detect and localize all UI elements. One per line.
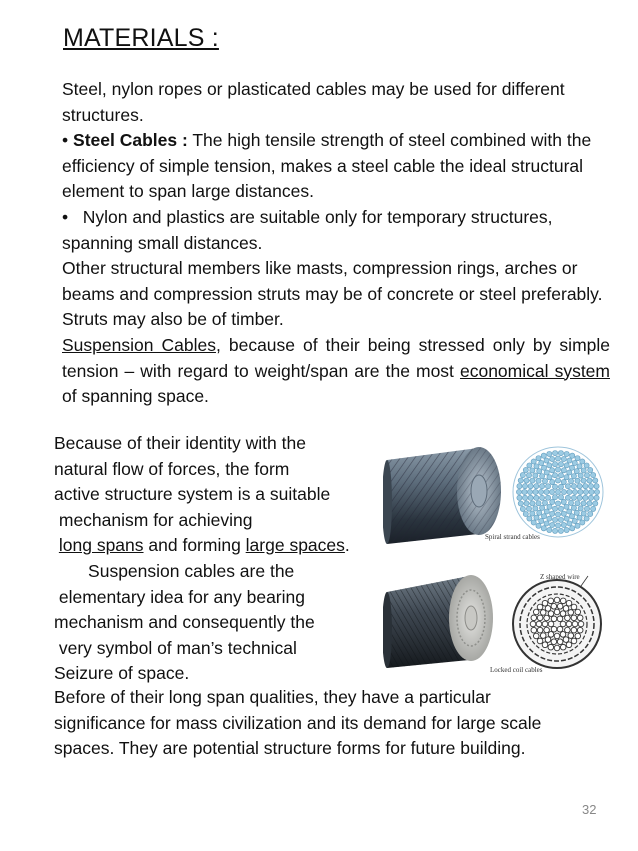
wire-strand — [555, 501, 560, 506]
wire-strand — [539, 505, 544, 510]
left-line-text: and forming — [143, 535, 246, 556]
wire-strand — [537, 510, 542, 515]
wire-strand — [533, 506, 538, 511]
wire-strand — [527, 463, 532, 468]
wire-strand — [584, 463, 589, 468]
wire-strand — [584, 506, 589, 511]
wire-strand — [581, 511, 586, 516]
wire-strand — [542, 500, 547, 505]
wire-strand — [541, 526, 546, 531]
wire-strand — [572, 460, 577, 465]
wire-strand — [534, 484, 539, 489]
wire-strand — [536, 456, 541, 461]
wire-strand — [548, 611, 554, 617]
wire-strand — [583, 495, 588, 500]
wire-strand — [560, 598, 566, 604]
wire-strand — [541, 465, 546, 470]
wire-strand — [577, 495, 582, 500]
wire-strand — [564, 475, 569, 480]
wire-strand — [594, 495, 599, 500]
wire-strand — [547, 516, 552, 521]
wire-strand — [575, 609, 581, 615]
large-spaces-link[interactable]: large spaces — [245, 535, 345, 556]
steel-cables-text: The high tensile strength of steel combined with the efficiency of simple tension, makes a steel cable the ideal structural element to span large distances. — [62, 130, 592, 202]
bullet-marker: • — [62, 130, 69, 151]
suspension-cables-link[interactable]: Suspension Cables — [62, 334, 216, 355]
wire-strand — [564, 516, 569, 521]
wire-strand — [555, 489, 560, 494]
wire-strand — [539, 495, 544, 500]
wire-strand — [527, 489, 532, 494]
wire-strand — [574, 510, 579, 515]
wire-strand — [518, 501, 523, 506]
wire-strand — [551, 616, 557, 622]
wire-strand — [547, 527, 552, 532]
wire-strand — [537, 638, 543, 644]
wire-strand — [534, 464, 539, 469]
wire-strand — [581, 478, 586, 483]
wire-strand — [561, 489, 566, 494]
wire-strand — [578, 473, 583, 478]
wire-strand — [551, 639, 557, 645]
wire-strand — [563, 637, 569, 643]
wire-strand — [566, 600, 572, 606]
wire-strand — [542, 642, 548, 648]
wire-strand — [530, 468, 535, 473]
wire-strand — [564, 504, 569, 509]
wire-strand — [533, 609, 539, 615]
wire-strand — [549, 489, 554, 494]
wire-strand — [572, 518, 577, 523]
wire-strand — [550, 479, 555, 484]
wire-strand — [569, 514, 574, 519]
wire-strand — [565, 627, 571, 633]
wire-strand — [544, 521, 549, 526]
wire-strand — [552, 484, 557, 489]
wire-strand — [575, 501, 580, 506]
wire-strand — [589, 489, 594, 494]
wire-strand — [547, 463, 552, 468]
wire-strand — [581, 468, 586, 473]
wire-strand — [570, 453, 575, 458]
wire-strand — [545, 637, 551, 643]
wire-strand — [530, 478, 535, 483]
wire-strand — [578, 621, 584, 627]
wire-strand — [540, 633, 546, 639]
wire-strand — [561, 499, 566, 504]
wire-strand — [560, 621, 566, 627]
wire-strand — [544, 470, 549, 475]
wire-strand — [526, 506, 531, 511]
left-line: mechanism and consequently the — [54, 612, 315, 633]
wire-strand — [580, 459, 585, 464]
wire-strand — [531, 459, 536, 464]
wire-strand — [565, 495, 570, 500]
wire-strand — [544, 489, 549, 494]
wire-strand — [528, 484, 533, 489]
wire-strand — [550, 456, 555, 461]
wire-strand — [548, 621, 554, 627]
closing-line: significance for mass civilization and its demand for large scale — [54, 712, 542, 733]
wire-strand — [548, 632, 554, 638]
wire-strand — [561, 511, 566, 516]
wire-strand — [542, 478, 547, 483]
wire-strand — [537, 627, 543, 633]
wire-strand — [531, 615, 537, 621]
wire-strand — [555, 478, 560, 483]
wire-strand — [570, 526, 575, 531]
wire-strand — [520, 472, 525, 477]
wire-strand — [568, 500, 573, 505]
wire-strand — [580, 520, 585, 525]
page-number: 32 — [582, 802, 597, 817]
wire-strand — [572, 621, 578, 627]
wire-strand — [550, 522, 555, 527]
wire-strand — [530, 501, 535, 506]
wire-strand — [561, 522, 566, 527]
wire-strand — [544, 509, 549, 514]
wire-strand — [558, 506, 563, 511]
wire-strand — [557, 603, 563, 609]
wire-strand — [588, 511, 593, 516]
wire-strand — [571, 627, 577, 633]
left-line: Because of their identity with the — [54, 433, 306, 453]
wire-strand — [571, 638, 577, 644]
wire-strand — [522, 495, 527, 500]
wire-strand — [522, 489, 527, 494]
wire-strand — [577, 627, 583, 633]
bullet-nylon — [62, 205, 610, 256]
wire-strand — [554, 597, 560, 603]
intro-line: Steel, nylon ropes or plasticated cables may be used for different structures. — [62, 79, 565, 125]
wire-strand — [552, 495, 557, 500]
left-line-text: . — [344, 535, 350, 556]
wire-strand — [564, 527, 569, 532]
wire-strand — [561, 479, 566, 484]
wire-strand — [575, 478, 580, 483]
wire-strand — [534, 495, 539, 500]
left-line: natural flow of forces, the form — [54, 458, 290, 479]
wire-strand — [536, 621, 542, 627]
wire-strand — [548, 644, 554, 650]
wire-strand — [593, 478, 598, 483]
wire-strand — [567, 458, 572, 463]
wire-strand — [564, 451, 569, 456]
left-line: Seizure of space. — [54, 663, 190, 684]
wire-strand — [544, 615, 550, 621]
left-line: mechanism for achieving — [54, 509, 253, 530]
wire-strand — [571, 473, 576, 478]
wire-strand — [545, 606, 551, 612]
suspension-text: , because of their being stressed only by simple tension – with regard to weight/span are the most — [62, 334, 611, 381]
wire-strand — [536, 523, 541, 528]
wire-strand — [571, 484, 576, 489]
wire-strand — [523, 511, 528, 516]
wire-strand — [552, 473, 557, 478]
wire-strand — [555, 512, 560, 517]
wire-strand — [542, 621, 548, 627]
wire-strand — [567, 521, 572, 526]
wire-strand — [567, 489, 572, 494]
wire-strand — [558, 451, 563, 456]
wire-strand — [567, 470, 572, 475]
wire-strand — [574, 469, 579, 474]
wire-strand — [530, 511, 535, 516]
wire-strand — [531, 520, 536, 525]
wire-strand — [577, 615, 583, 621]
bullet-marker: • — [62, 206, 69, 227]
wire-strand — [572, 489, 577, 494]
wire-strand — [593, 501, 598, 506]
left-line: very symbol of man’s technical — [54, 637, 297, 658]
wire-strand — [560, 644, 566, 650]
wire-strand — [523, 467, 528, 472]
left-line: active structure system is a suitable — [54, 484, 331, 505]
wire-strand — [561, 468, 566, 473]
wire-strand — [594, 484, 599, 489]
wire-strand — [591, 472, 596, 477]
wire-strand — [568, 478, 573, 483]
suspension-end-text: of spanning space. — [62, 386, 209, 407]
wire-strand — [533, 489, 538, 494]
wire-strand — [539, 484, 544, 489]
wire-strand — [567, 509, 572, 514]
intro-block — [62, 77, 610, 410]
wire-strand — [565, 484, 570, 489]
wire-strand — [536, 501, 541, 506]
left-line — [54, 533, 384, 559]
wire-strand — [558, 517, 563, 522]
z-shaped-wire-label: Z shaped wire — [540, 573, 580, 581]
wire-strand — [533, 633, 539, 639]
wire-strand — [571, 505, 576, 510]
wire-strand — [554, 645, 560, 651]
wire-strand — [587, 501, 592, 506]
wire-strand — [588, 495, 593, 500]
wire-strand — [537, 604, 543, 610]
wire-strand — [517, 484, 522, 489]
wire-strand — [558, 495, 563, 500]
wire-strand — [537, 469, 542, 474]
wire-strand — [541, 453, 546, 458]
wire-strand — [552, 528, 557, 533]
wire-strand — [581, 501, 586, 506]
wire-strand — [551, 603, 557, 609]
wire-strand — [524, 478, 529, 483]
wire-strand — [547, 475, 552, 480]
wire-strand — [544, 458, 549, 463]
wire-strand — [547, 451, 552, 456]
wire-strand — [550, 468, 555, 473]
wire-strand — [588, 484, 593, 489]
wire-strand — [577, 484, 582, 489]
wire-strand — [545, 495, 550, 500]
wire-strand — [527, 516, 532, 521]
wire-strand — [517, 495, 522, 500]
suspension-paragraph — [62, 333, 610, 410]
wire-strand — [533, 473, 538, 478]
wire-strand — [557, 616, 563, 622]
wire-strand — [558, 528, 563, 533]
wire-strand — [552, 517, 557, 522]
wire-strand — [566, 621, 572, 627]
wire-strand — [577, 464, 582, 469]
wire-strand — [568, 610, 574, 616]
closing-paragraph — [54, 685, 614, 762]
wire-strand — [554, 609, 560, 615]
wire-strand — [552, 462, 557, 467]
wire-strand — [564, 463, 569, 468]
wire-strand — [541, 514, 546, 519]
wire-strand — [536, 478, 541, 483]
wire-strand — [520, 506, 525, 511]
wire-strand — [558, 484, 563, 489]
wire-strand — [545, 484, 550, 489]
wire-strand — [557, 639, 563, 645]
wire-strand — [552, 506, 557, 511]
bullet-steel-cables — [62, 128, 610, 205]
other-members-text: Other structural members like masts, compression rings, arches or beams and compression struts may be of concrete or steel preferably. Struts may also be of timber. — [62, 258, 603, 330]
wire-strand — [518, 478, 523, 483]
wire-strand — [552, 451, 557, 456]
left-line: Suspension cables are the — [54, 560, 295, 581]
wire-strand — [560, 632, 566, 638]
wire-strand — [524, 501, 529, 506]
wire-strand — [575, 523, 580, 528]
wire-strand — [555, 456, 560, 461]
wire-strand — [557, 626, 563, 632]
wire-strand — [571, 604, 577, 610]
steel-cables-heading: Steel Cables : — [73, 130, 188, 151]
wire-strand — [563, 606, 569, 612]
locked-coil-cable-image — [383, 570, 613, 670]
wire-strand — [575, 456, 580, 461]
wire-strand — [583, 484, 588, 489]
left-line: elementary idea for any bearing — [54, 586, 305, 607]
wire-strand — [551, 626, 557, 632]
wire-strand — [550, 499, 555, 504]
wire-strand — [530, 621, 536, 627]
wire-strand — [588, 467, 593, 472]
wire-strand — [526, 473, 531, 478]
wire-strand — [571, 495, 576, 500]
wire-strand — [578, 489, 583, 494]
long-spans-link[interactable]: long spans — [58, 535, 144, 556]
wire-strand — [547, 504, 552, 509]
wire-strand — [555, 467, 560, 472]
wire-strand — [560, 611, 566, 617]
wire-strand — [565, 615, 571, 621]
locked-coil-caption: Locked coil cables — [490, 666, 543, 674]
wire-strand — [566, 642, 572, 648]
wire-strand — [555, 523, 560, 528]
wire-strand — [571, 615, 577, 621]
wire-strand — [558, 473, 563, 478]
wire-strand — [544, 627, 550, 633]
wire-strand — [531, 627, 537, 633]
wire-strand — [539, 460, 544, 465]
wire-strand — [584, 516, 589, 521]
wire-strand — [584, 473, 589, 478]
locked-coil-cross-section — [513, 576, 601, 668]
wire-strand — [591, 506, 596, 511]
wire-strand — [550, 511, 555, 516]
wire-strand — [528, 495, 533, 500]
wire-strand — [522, 484, 527, 489]
left-column-text — [54, 431, 384, 687]
wire-strand — [558, 462, 563, 467]
wire-strand — [538, 489, 543, 494]
wire-strand — [540, 610, 546, 616]
wire-strand — [539, 473, 544, 478]
wire-strand — [542, 600, 548, 606]
wire-strand — [548, 598, 554, 604]
page-title: MATERIALS : — [63, 24, 219, 52]
wire-strand — [587, 478, 592, 483]
wire-strand — [516, 489, 521, 494]
wire-strand — [539, 518, 544, 523]
wire-strand — [568, 633, 574, 639]
wire-strand — [569, 465, 574, 470]
wire-strand — [575, 633, 581, 639]
wire-strand — [537, 615, 543, 621]
wire-strand — [554, 633, 560, 639]
spiral-strand-caption: Spiral strand cables — [485, 533, 540, 541]
nylon-text: Nylon and plastics are suitable only for temporary structures, spanning small distances. — [62, 206, 553, 253]
closing-line: spaces. They are potential structure forms for future building. — [54, 738, 526, 759]
wire-strand — [578, 506, 583, 511]
economical-system-link[interactable]: economical system — [459, 360, 610, 381]
spiral-strand-cross-section — [513, 447, 603, 537]
wire-strand — [594, 489, 599, 494]
wire-strand — [577, 515, 582, 520]
closing-line: Before of their long span qualities, they have a particular — [54, 687, 491, 707]
wire-strand — [583, 489, 588, 494]
wire-strand — [561, 456, 566, 461]
wire-strand — [534, 515, 539, 520]
